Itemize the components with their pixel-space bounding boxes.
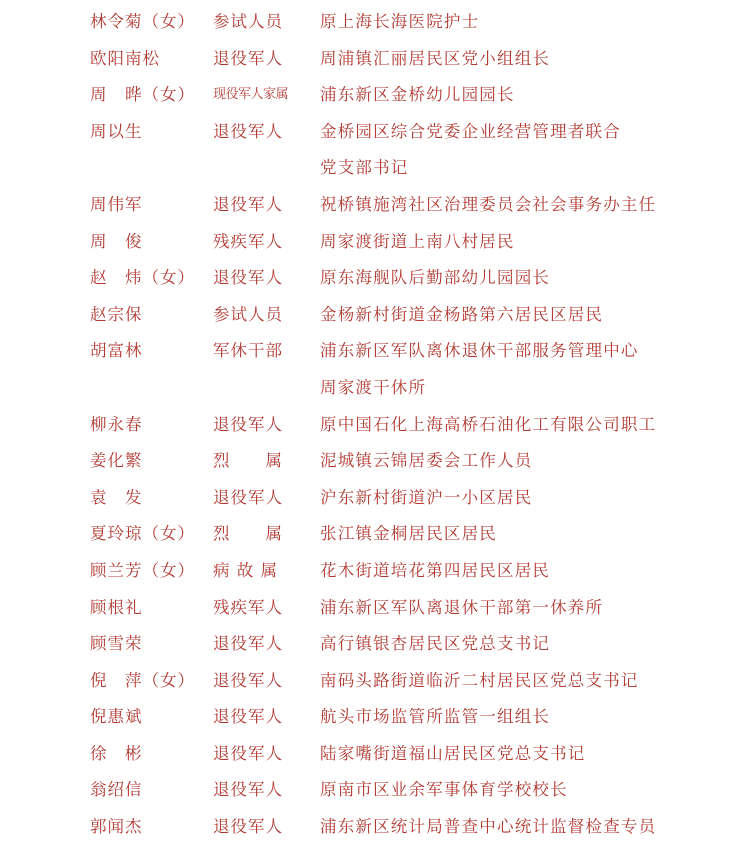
person-category: 退役军人 [213,817,283,837]
person-description: 浦东新区金桥幼儿园园长 [320,85,515,105]
list-item [0,516,750,553]
person-name: 柳永春 [90,414,143,434]
person-category: 退役军人 [213,487,283,507]
person-name: 倪惠斌 [90,707,143,727]
list-item [0,297,750,334]
list-item-continuation [0,370,750,407]
person-name: 郭闻杰 [90,817,143,837]
person-category: 残疾军人 [213,597,283,617]
person-description: 周浦镇汇丽居民区党小组组长 [320,48,551,68]
person-category: 退役军人 [213,121,283,141]
person-category: 现役军人家属 [213,87,289,103]
person-description: 泥城镇云锦居委会工作人员 [320,451,533,471]
list-item-continuation [0,150,750,187]
person-category: 军休干部 [213,341,283,361]
person-category: 退役军人 [213,194,283,214]
person-name: 周 俊 [90,231,143,251]
list-item [0,553,750,590]
person-description: 陆家嘴街道福山居民区党总支书记 [320,743,586,763]
person-description: 航头市场监管所监管一组组长 [320,707,551,727]
list-item [0,590,750,627]
person-name: 赵宗保 [90,304,143,324]
person-description: 原东海舰队后勤部幼儿园园长 [320,268,551,288]
person-description: 金杨新村街道金杨路第六居民区居民 [320,304,604,324]
person-name: 周以生 [90,121,143,141]
person-description: 高行镇银杏居民区党总支书记 [320,634,551,654]
person-category: 退役军人 [213,48,283,68]
person-description: 党支部书记 [320,158,409,178]
person-name: 倪 萍（女） [90,670,195,690]
person-description: 浦东新区军队离休退休干部服务管理中心 [320,341,639,361]
person-name: 林令菊（女） [90,12,195,31]
person-name: 顾兰芳（女） [90,560,195,580]
person-description: 花木街道培花第四居民区居民 [320,560,551,580]
person-description: 祝桥镇施湾社区治理委员会社会事务办主任 [320,194,657,214]
list-item [0,187,750,224]
list-item [0,407,750,444]
honoree-list [0,4,750,846]
person-description: 金桥园区综合党委企业经营管理者联合 [320,121,621,141]
person-description: 原上海长海医院护士 [320,12,480,31]
person-name: 顾根礼 [90,597,143,617]
list-item [0,4,750,41]
person-category: 退役军人 [213,780,283,800]
list-item [0,41,750,78]
person-category: 退役军人 [213,268,283,288]
person-name: 欧阳南松 [90,48,160,68]
list-item [0,809,750,846]
person-name: 顾雪荣 [90,634,143,654]
person-name: 袁 发 [90,487,143,507]
person-name: 周 晔（女） [90,85,195,105]
person-category: 退役军人 [213,414,283,434]
person-category: 病 故 属 [213,560,278,580]
person-category: 参试人员 [213,12,283,31]
person-category: 退役军人 [213,707,283,727]
person-category: 烈 属 [213,451,283,471]
list-item [0,480,750,517]
list-item [0,663,750,700]
person-description: 浦东新区军队离退休干部第一休养所 [320,597,604,617]
person-category: 退役军人 [213,670,283,690]
person-category: 参试人员 [213,304,283,324]
list-item [0,333,750,370]
person-description: 周家渡干休所 [320,377,427,397]
person-name: 徐 彬 [90,743,143,763]
person-name: 赵 炜（女） [90,268,195,288]
list-item [0,443,750,480]
person-name: 姜化繁 [90,451,143,471]
list-item [0,699,750,736]
list-item [0,736,750,773]
person-description: 南码头路街道临沂二村居民区党总支书记 [320,670,639,690]
person-description: 原南市区业余军事体育学校校长 [320,780,568,800]
list-item [0,626,750,663]
person-description: 浦东新区统计局普查中心统计监督检查专员 [320,817,657,837]
person-category: 烈 属 [213,524,283,544]
list-item [0,224,750,261]
person-category: 残疾军人 [213,231,283,251]
list-item [0,260,750,297]
person-description: 原中国石化上海高桥石油化工有限公司职工 [320,414,657,434]
person-description: 周家渡街道上南八村居民 [320,231,515,251]
person-name: 胡富林 [90,341,143,361]
person-description: 沪东新村街道沪一小区居民 [320,487,533,507]
list-item [0,77,750,114]
person-description: 张江镇金桐居民区居民 [320,524,497,544]
list-item [0,772,750,809]
person-name: 周伟军 [90,194,143,214]
person-name: 翁绍信 [90,780,143,800]
list-item [0,114,750,151]
person-category: 退役军人 [213,743,283,763]
person-category: 退役军人 [213,634,283,654]
person-name: 夏玲琼（女） [90,524,195,544]
